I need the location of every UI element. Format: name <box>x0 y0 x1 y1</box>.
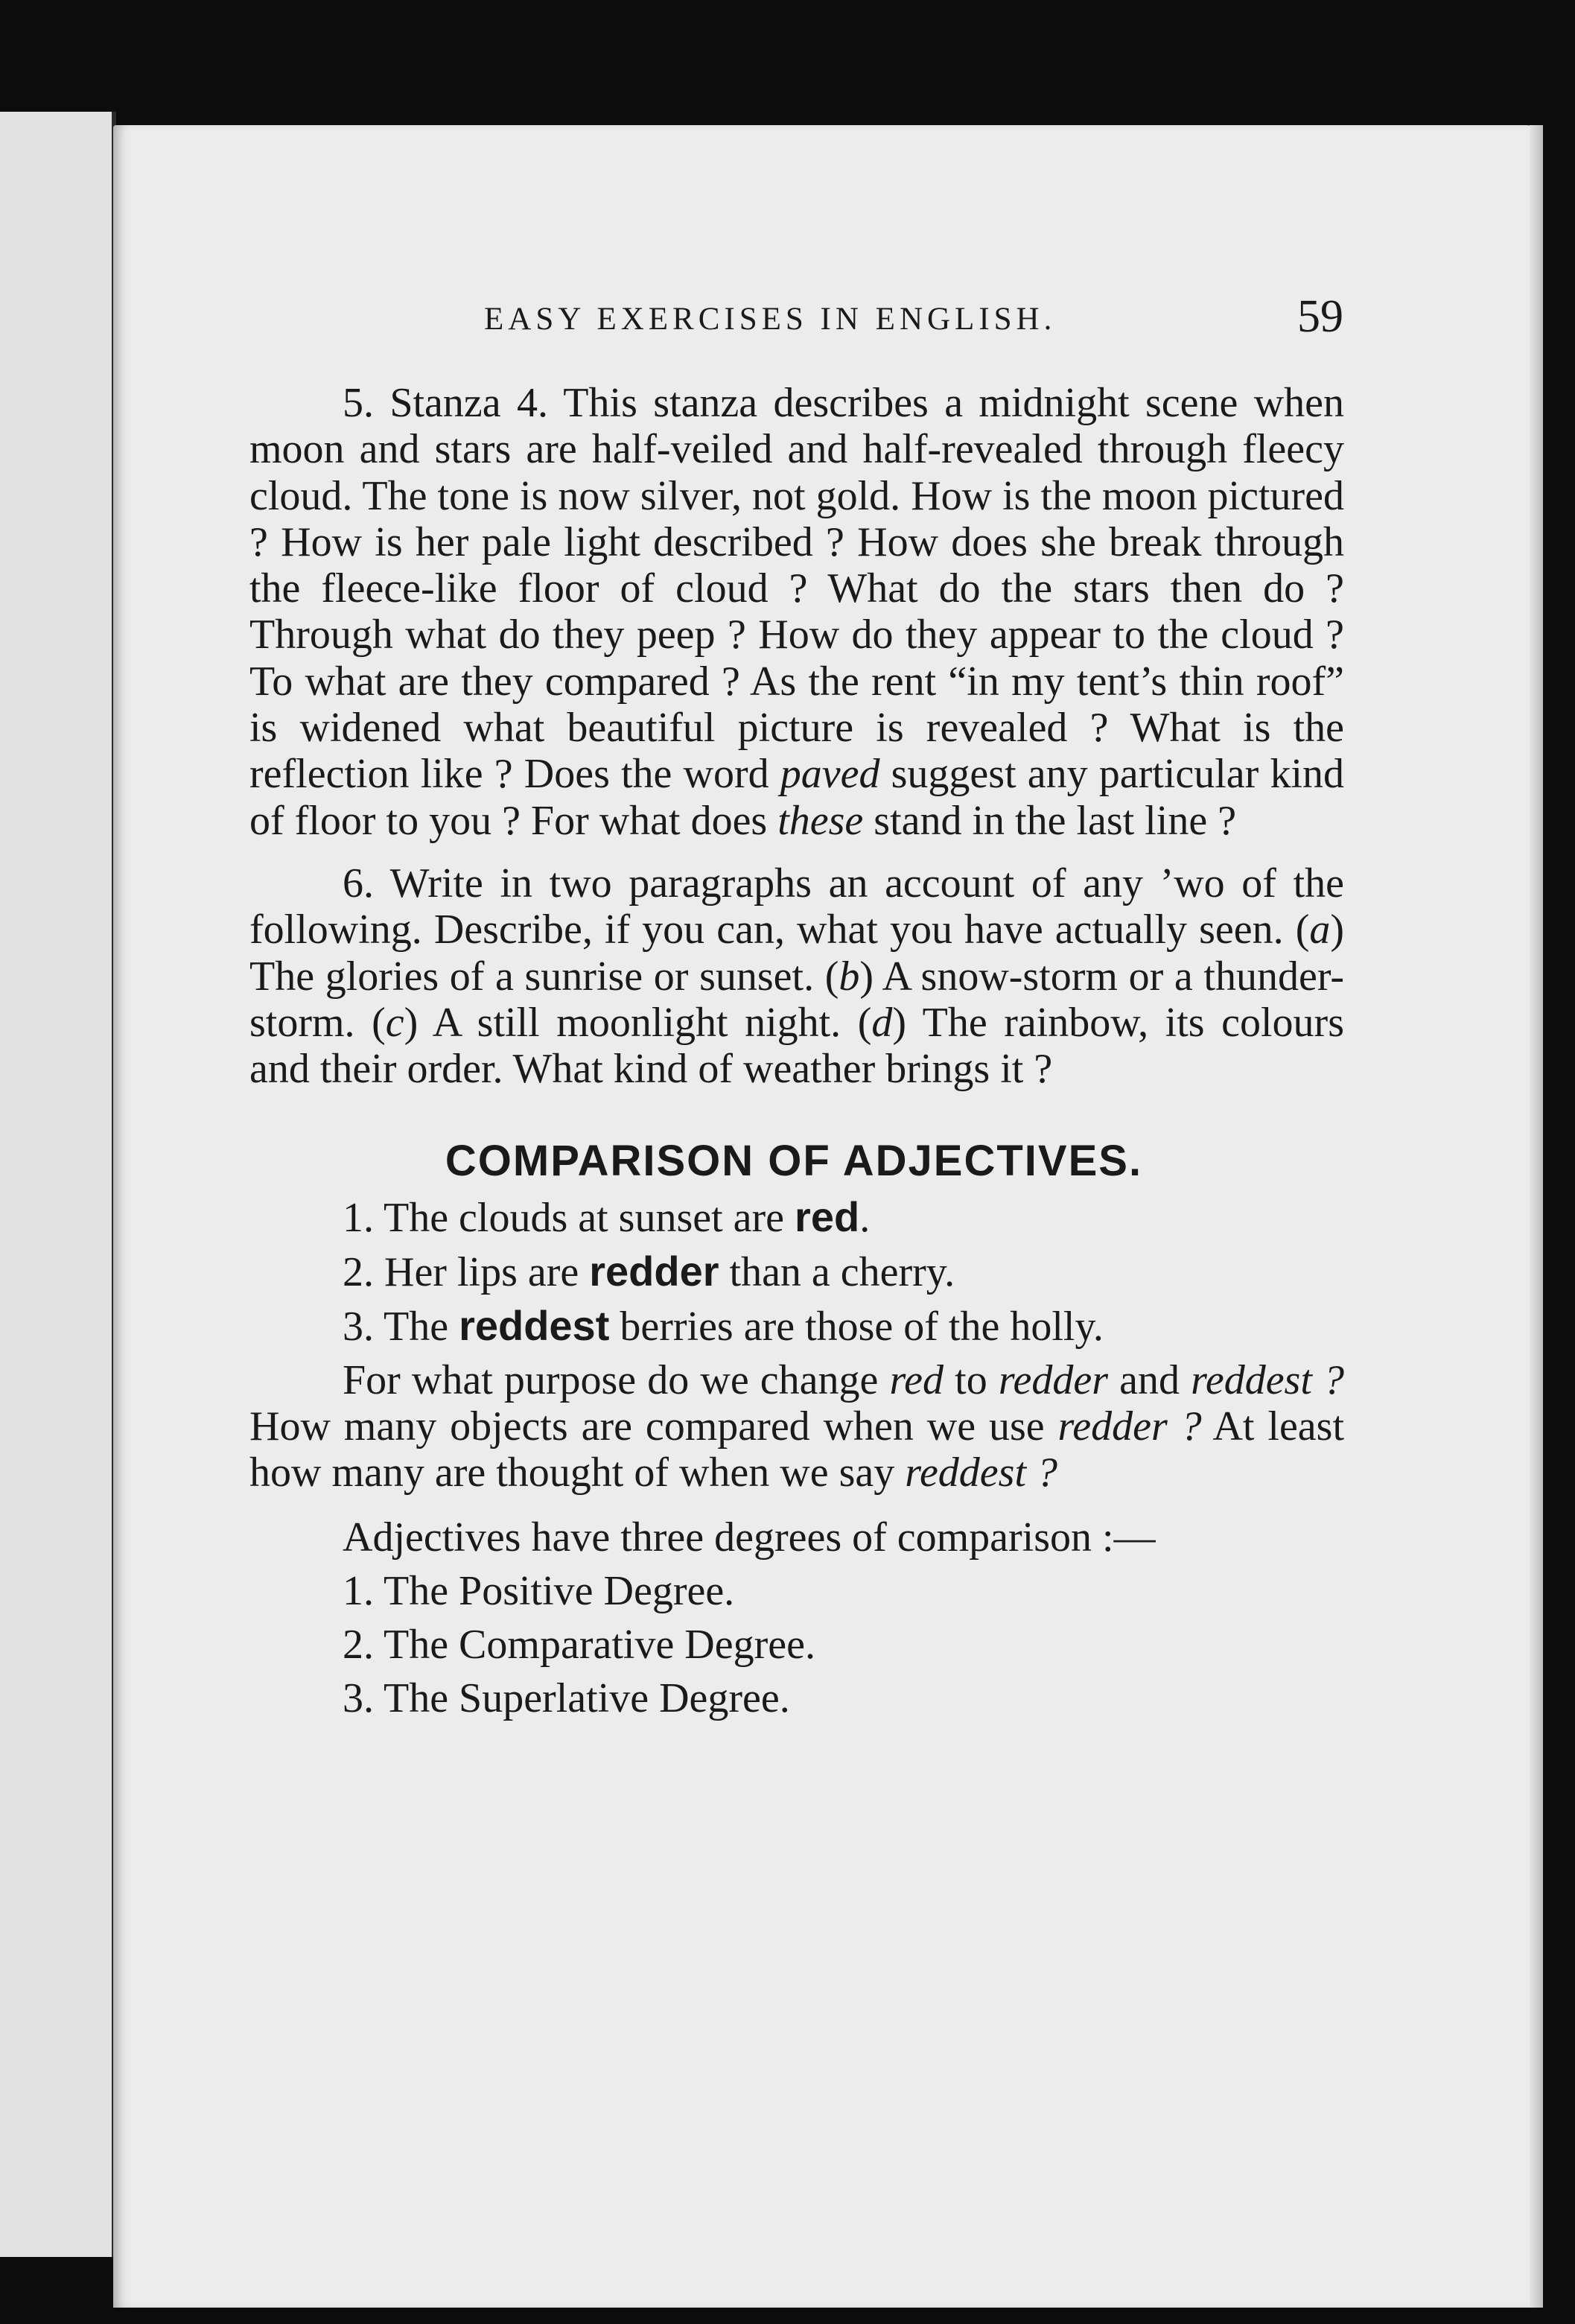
text-run: . <box>859 1194 871 1241</box>
degrees-intro: Adjectives have three degrees of comparison :— <box>343 1514 1156 1561</box>
bold-adjective: reddest <box>459 1301 610 1349</box>
page-body <box>249 380 1344 1729</box>
previous-page-edge <box>0 112 116 2257</box>
running-head: EASY EXERCISES IN ENGLISH. <box>484 302 1057 337</box>
italic-letter: a <box>1309 907 1331 953</box>
exercise-6-paragraph <box>249 860 1344 1092</box>
text-run: 2. Her lips are <box>343 1248 590 1295</box>
text-run: 5. Stanza 4. This stanza describes a midnight scene when moon and stars are half-veiled and half-revealed through fleecy cloud. The tone is now silver, not gold. How is the moon pictured ? How is her pale light described ? How does she break through the fleece-like floor of cloud ? What do the stars then do ? Through what do they peep ? How do they appear to the cloud ? To what are they compared ? As the rent “in my tent’s thin roof” is widened what beautiful picture is revealed ? What is the reflection like ? Does the word <box>249 380 1344 798</box>
text-run: 1. The clouds at sunset are <box>343 1194 795 1241</box>
italic-word: redder <box>998 1356 1109 1403</box>
text-run: ) A snow-storm or a thunder-storm. ( <box>249 953 1344 1046</box>
page-number: 59 <box>1297 291 1343 342</box>
text-run: suggest any particular kind of floor to you ? For what does <box>249 751 1344 844</box>
text-run: stand in the last line ? <box>863 797 1237 844</box>
italic-letter: b <box>839 953 860 1000</box>
text-run: How many objects are compared when we use <box>249 1403 1058 1450</box>
text-run: ) A still moonlight night. ( <box>404 999 872 1046</box>
text-run: For what purpose do we change <box>343 1356 890 1403</box>
text-run: berries are those of the holly. <box>609 1303 1104 1350</box>
italic-word: redder ? <box>1057 1403 1202 1450</box>
text-run: At least how many are thought of when we say <box>249 1403 1345 1496</box>
italic-word: reddest ? <box>1191 1356 1345 1403</box>
text-run: 6. Write in two paragraphs an account of any ’wo of the following. Describe, if you can, what you have actually seen. ( <box>249 860 1344 953</box>
example-sentence <box>343 1303 1344 1350</box>
example-sentence <box>343 1194 1344 1241</box>
text-run: ) The rainbow, its colours and their order. What kind of weather brings it ? <box>249 999 1344 1093</box>
text-run: and <box>1108 1356 1191 1403</box>
italic-word: red <box>889 1356 944 1403</box>
italic-letter: c <box>385 999 404 1046</box>
section-heading: COMPARISON OF ADJECTIVES. <box>445 1137 1143 1186</box>
italic-word: these <box>777 797 864 844</box>
text-run: 3. The <box>343 1303 459 1350</box>
comparison-question-paragraph <box>249 1357 1344 1496</box>
degree-item: 3. The Superlative Degree. <box>343 1674 790 1721</box>
italic-word: paved <box>780 751 880 798</box>
bold-adjective: redder <box>589 1247 719 1295</box>
degree-item: 2. The Comparative Degree. <box>343 1621 815 1668</box>
exercise-5-paragraph <box>249 380 1344 844</box>
italic-letter: d <box>871 999 893 1046</box>
italic-word: reddest ? <box>905 1450 1058 1496</box>
example-sentence <box>343 1248 1344 1295</box>
page-edge-shadow <box>1530 125 1543 2308</box>
text-run: than a cherry. <box>719 1248 955 1295</box>
text-run: ) The glories of a sunrise or sunset. ( <box>249 907 1344 1000</box>
text-run: to <box>944 1356 999 1403</box>
bold-adjective: red <box>795 1193 860 1240</box>
degree-item: 1. The Positive Degree. <box>343 1567 735 1614</box>
